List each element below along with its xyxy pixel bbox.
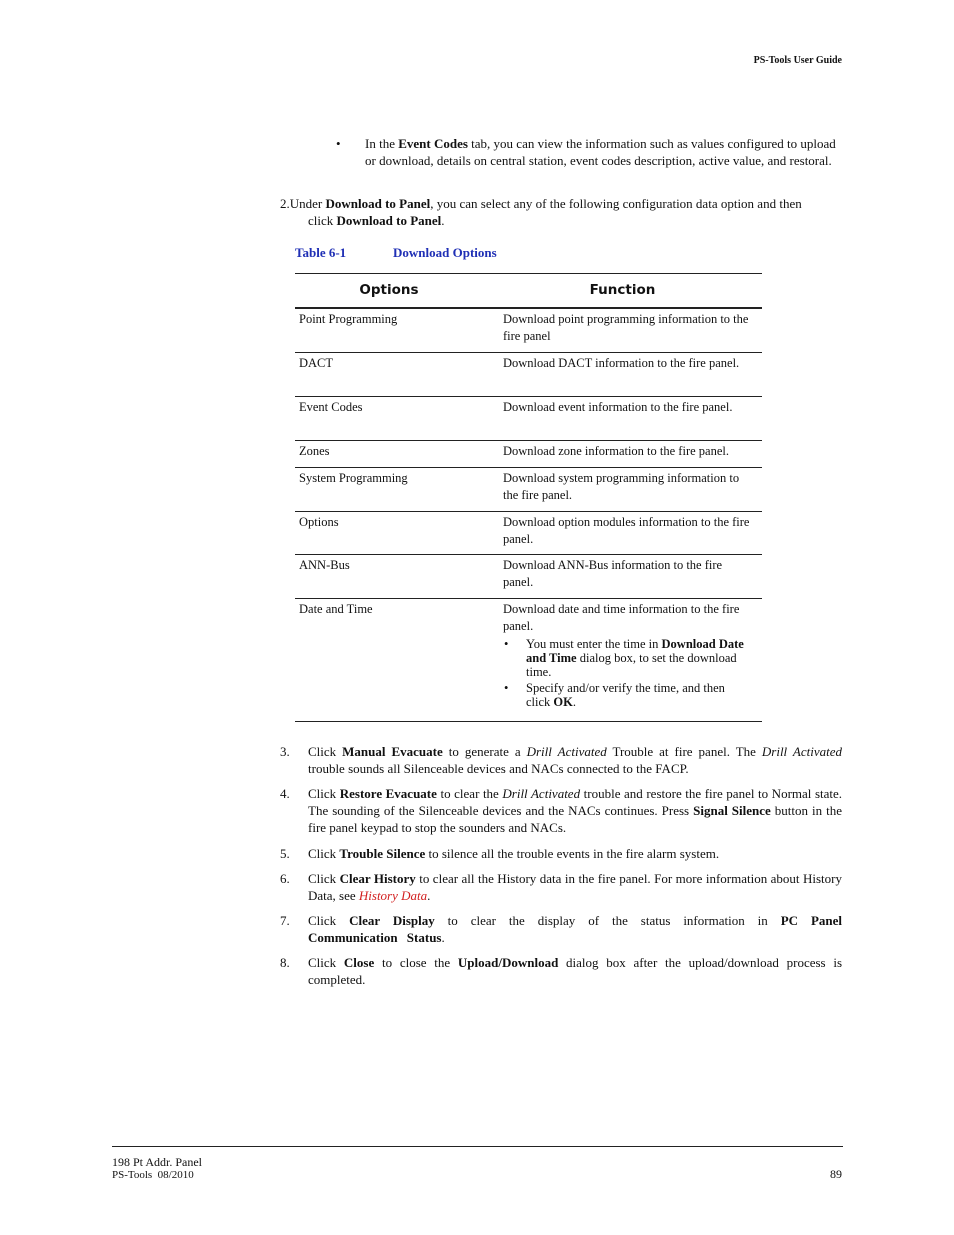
page-number: 89 [830,1167,842,1181]
step-6: 6. Click Clear History to clear all the History data in the fire panel. For more information about History Data, see History Data. [280,871,843,903]
function-cell: Download point programming information to the fire panel [503,312,749,343]
history-data-link[interactable]: History Data [358,888,428,903]
option-cell: Zones [299,444,330,458]
step-5: 5. Click Trouble Silence to silence all the trouble events in the fire alarm system. [280,846,720,861]
running-header: PS-Tools User Guide [753,55,842,66]
table-row [295,353,762,397]
event-codes-bullet [336,135,842,169]
function-cell: Download option modules information to the fire panel. [503,515,750,546]
table-row [295,599,762,722]
bullet-glyph: • [504,637,509,651]
table-row [295,512,762,555]
function-cell: Download zone information to the fire panel. [503,444,729,458]
option-cell: Event Codes [299,400,363,414]
bullet-glyph: • [336,136,341,151]
option-cell: System Programming [299,471,408,485]
download-options-table [295,273,762,722]
table-title: Download Options [393,245,497,260]
option-cell: ANN-Bus [299,558,350,572]
step-8: 8. Click Close to close the Upload/Download dialog box after the upload/download process is completed. [280,955,842,987]
bullet-text: In the Event Codes tab, you can view the information such as values configured to upload or download, details on central station, event codes description, active value, and restoral. [365,136,836,168]
date-note-2: • Specify and/or verify the time, and then click OK. [504,681,725,709]
table-row [295,468,762,512]
option-cell: DACT [299,356,334,370]
date-note-1: • You must enter the time in Download Date and Time dialog box, to set the download time. [504,637,744,679]
function-text: Download date and time information to the fire panel. [503,602,740,633]
step-2 [280,195,842,229]
table-caption [295,245,497,261]
step-7: 7. Click Clear Display to clear the display of the status information in PC Panel Communication Status. [280,913,843,945]
option-cell: Options [299,515,339,529]
function-cell: Download DACT information to the fire panel. [503,356,740,370]
header-function: Function [589,282,656,298]
table-row [295,555,762,599]
table-header [295,273,762,309]
step-3: 3. Click Manual Evacuate to generate a Drill Activated Trouble at fire panel. The Drill Activated trouble sounds all Silenceable devices and NACs connected to the FACP. [280,744,843,776]
footer-doc-date: PS-Tools 08/2010 [112,1169,194,1181]
function-cell: Download system programming information to the fire panel. [503,471,740,502]
function-cell [499,599,762,721]
table-row [295,309,762,353]
header-options: Options [359,282,419,298]
step-2-line-1: 2.Under Download to Panel, you can select any of the following configuration data option and then [280,196,802,211]
option-cell: Point Programming [299,312,398,326]
table-row [295,397,762,441]
table-row [295,441,762,468]
step-4: 4. Click Restore Evacuate to clear the Drill Activated trouble and restore the fire panel to Normal state. The sounding of the Silenceable devices and the NACs continues. Press Signal Silence button in the fire panel keypad to stop the sounders and NACs. [280,786,843,835]
function-cell: Download ANN-Bus information to the fire panel. [503,558,723,589]
table-number: Table 6-1 [295,245,347,260]
footer-divider [112,1146,843,1147]
bullet-glyph: • [504,681,509,695]
footer-product: 198 Pt Addr. Panel [112,1155,203,1169]
option-cell: Date and Time [299,602,373,616]
function-cell: Download event information to the fire panel. [503,400,733,414]
step-2-line-2: click Download to Panel. [308,213,445,228]
event-codes-term: Event Codes [398,136,468,151]
